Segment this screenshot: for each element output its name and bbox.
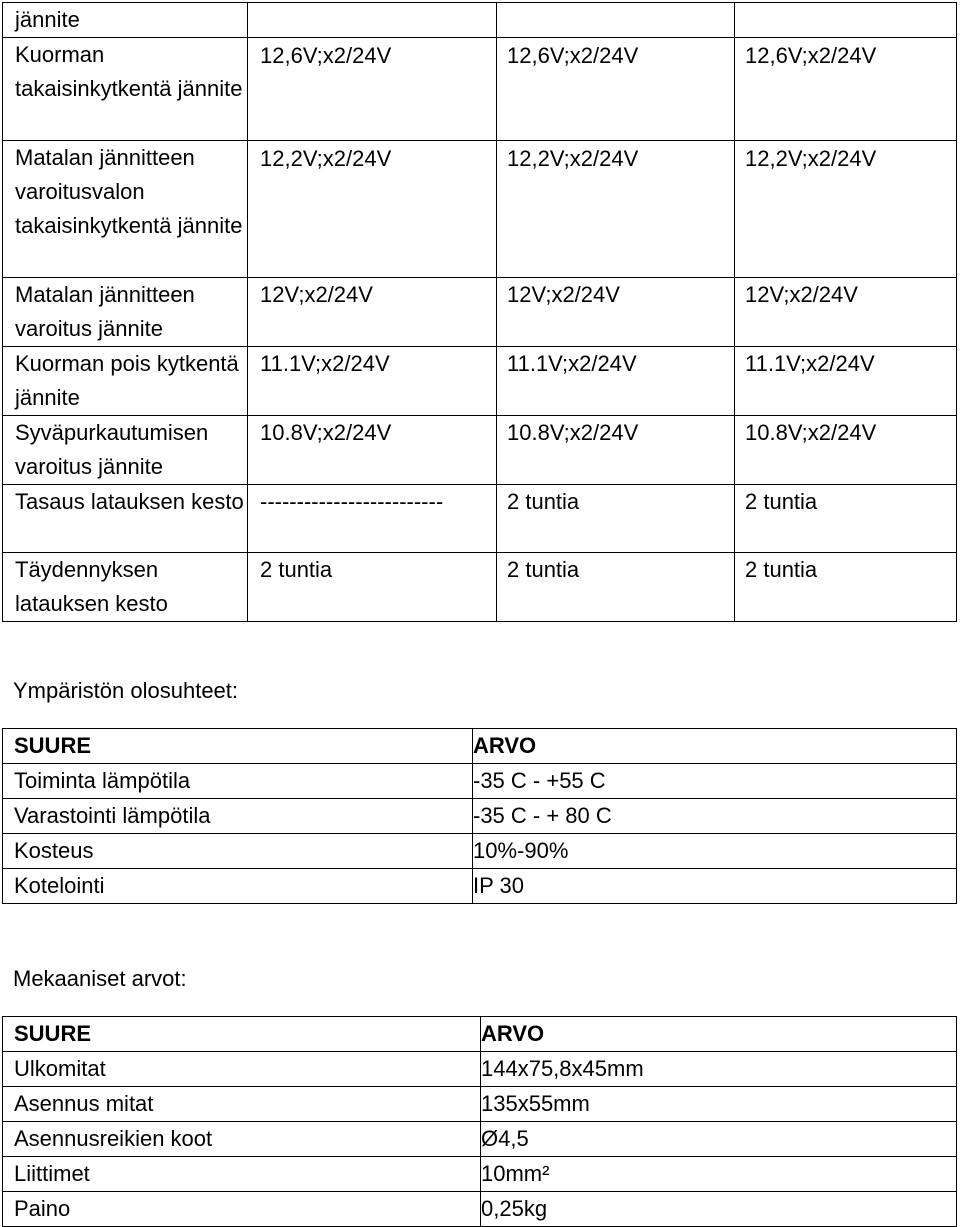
row-value: 144x75,8x45mm <box>481 1052 957 1087</box>
cell-value <box>497 3 735 38</box>
row-value: IP 30 <box>473 869 957 904</box>
cell-value: 12,2V;x2/24V <box>248 141 497 278</box>
row-key: Liittimet <box>3 1157 481 1192</box>
cell-value: 12,2V;x2/24V <box>497 141 735 278</box>
row-value: -35 C - + 80 C <box>473 799 957 834</box>
table-row <box>3 799 957 834</box>
header-key: SUURE <box>3 1017 481 1052</box>
table-row <box>3 1052 957 1087</box>
cell-value: 2 tuntia <box>248 553 497 622</box>
cell-value: 11.1V;x2/24V <box>735 347 957 416</box>
cell-value: 12V;x2/24V <box>497 278 735 347</box>
table-row <box>3 553 957 622</box>
row-label: Matalan jännitteen varoitus jännite <box>3 278 248 347</box>
row-key: Asennus mitat <box>3 1087 481 1122</box>
cell-value: 12,6V;x2/24V <box>248 38 497 141</box>
row-key: Ulkomitat <box>3 1052 481 1087</box>
table-row <box>3 485 957 553</box>
row-label: Täydennyksen latauksen kesto <box>3 553 248 622</box>
row-label: Kuorman takaisinkytkentä jännite <box>3 38 248 141</box>
cell-value: 12,6V;x2/24V <box>497 38 735 141</box>
cell-value: 2 tuntia <box>735 485 957 553</box>
table-row <box>3 416 957 485</box>
row-value: 10%-90% <box>473 834 957 869</box>
cell-value <box>248 3 497 38</box>
table-row <box>3 1087 957 1122</box>
row-label: Matalan jännitteen varoitusvalon takaisinkytkentä jännite <box>3 141 248 278</box>
cell-value: 12V;x2/24V <box>248 278 497 347</box>
spec-table <box>2 2 957 622</box>
row-key: Kosteus <box>3 834 473 869</box>
table-header-row <box>3 729 957 764</box>
row-label: Syväpurkautumisen varoitus jännite <box>3 416 248 485</box>
cell-value: 2 tuntia <box>735 553 957 622</box>
cell-value <box>735 3 957 38</box>
cell-value: 10.8V;x2/24V <box>248 416 497 485</box>
cell-value: 2 tuntia <box>497 485 735 553</box>
cell-value: 2 tuntia <box>497 553 735 622</box>
header-value: ARVO <box>481 1017 957 1052</box>
table-row <box>3 869 957 904</box>
mechanical-title: Mekaaniset arvot: <box>13 966 187 991</box>
row-key: Asennusreikien koot <box>3 1122 481 1157</box>
cell-value: 10.8V;x2/24V <box>497 416 735 485</box>
row-label: Kuorman pois kytkentä jännite <box>3 347 248 416</box>
table-row <box>3 38 957 141</box>
cell-value: 12V;x2/24V <box>735 278 957 347</box>
row-label: jännite <box>3 3 248 38</box>
table-row <box>3 347 957 416</box>
row-key: Toiminta lämpötila <box>3 764 473 799</box>
cell-value: 12,2V;x2/24V <box>735 141 957 278</box>
header-value: ARVO <box>473 729 957 764</box>
row-value: 135x55mm <box>481 1087 957 1122</box>
table-row <box>3 1122 957 1157</box>
row-value: Ø4,5 <box>481 1122 957 1157</box>
row-key: Varastointi lämpötila <box>3 799 473 834</box>
cell-value: 10.8V;x2/24V <box>735 416 957 485</box>
row-label: Tasaus latauksen kesto <box>3 485 248 553</box>
cell-value: ------------------------- <box>248 485 497 553</box>
row-key: Paino <box>3 1192 481 1227</box>
row-value: 10mm² <box>481 1157 957 1192</box>
row-key: Kotelointi <box>3 869 473 904</box>
table-row <box>3 764 957 799</box>
table-row <box>3 1192 957 1227</box>
table-row <box>3 141 957 278</box>
environment-title: Ympäristön olosuhteet: <box>13 678 239 703</box>
environment-table <box>2 728 957 904</box>
mechanical-table <box>2 1016 957 1227</box>
table-header-row <box>3 1017 957 1052</box>
table-row <box>3 278 957 347</box>
cell-value: 12,6V;x2/24V <box>735 38 957 141</box>
table-row <box>3 834 957 869</box>
row-value: -35 C - +55 C <box>473 764 957 799</box>
row-value: 0,25kg <box>481 1192 957 1227</box>
header-key: SUURE <box>3 729 473 764</box>
cell-value: 11.1V;x2/24V <box>497 347 735 416</box>
table-row <box>3 1157 957 1192</box>
cell-value: 11.1V;x2/24V <box>248 347 497 416</box>
table-row <box>3 3 957 38</box>
